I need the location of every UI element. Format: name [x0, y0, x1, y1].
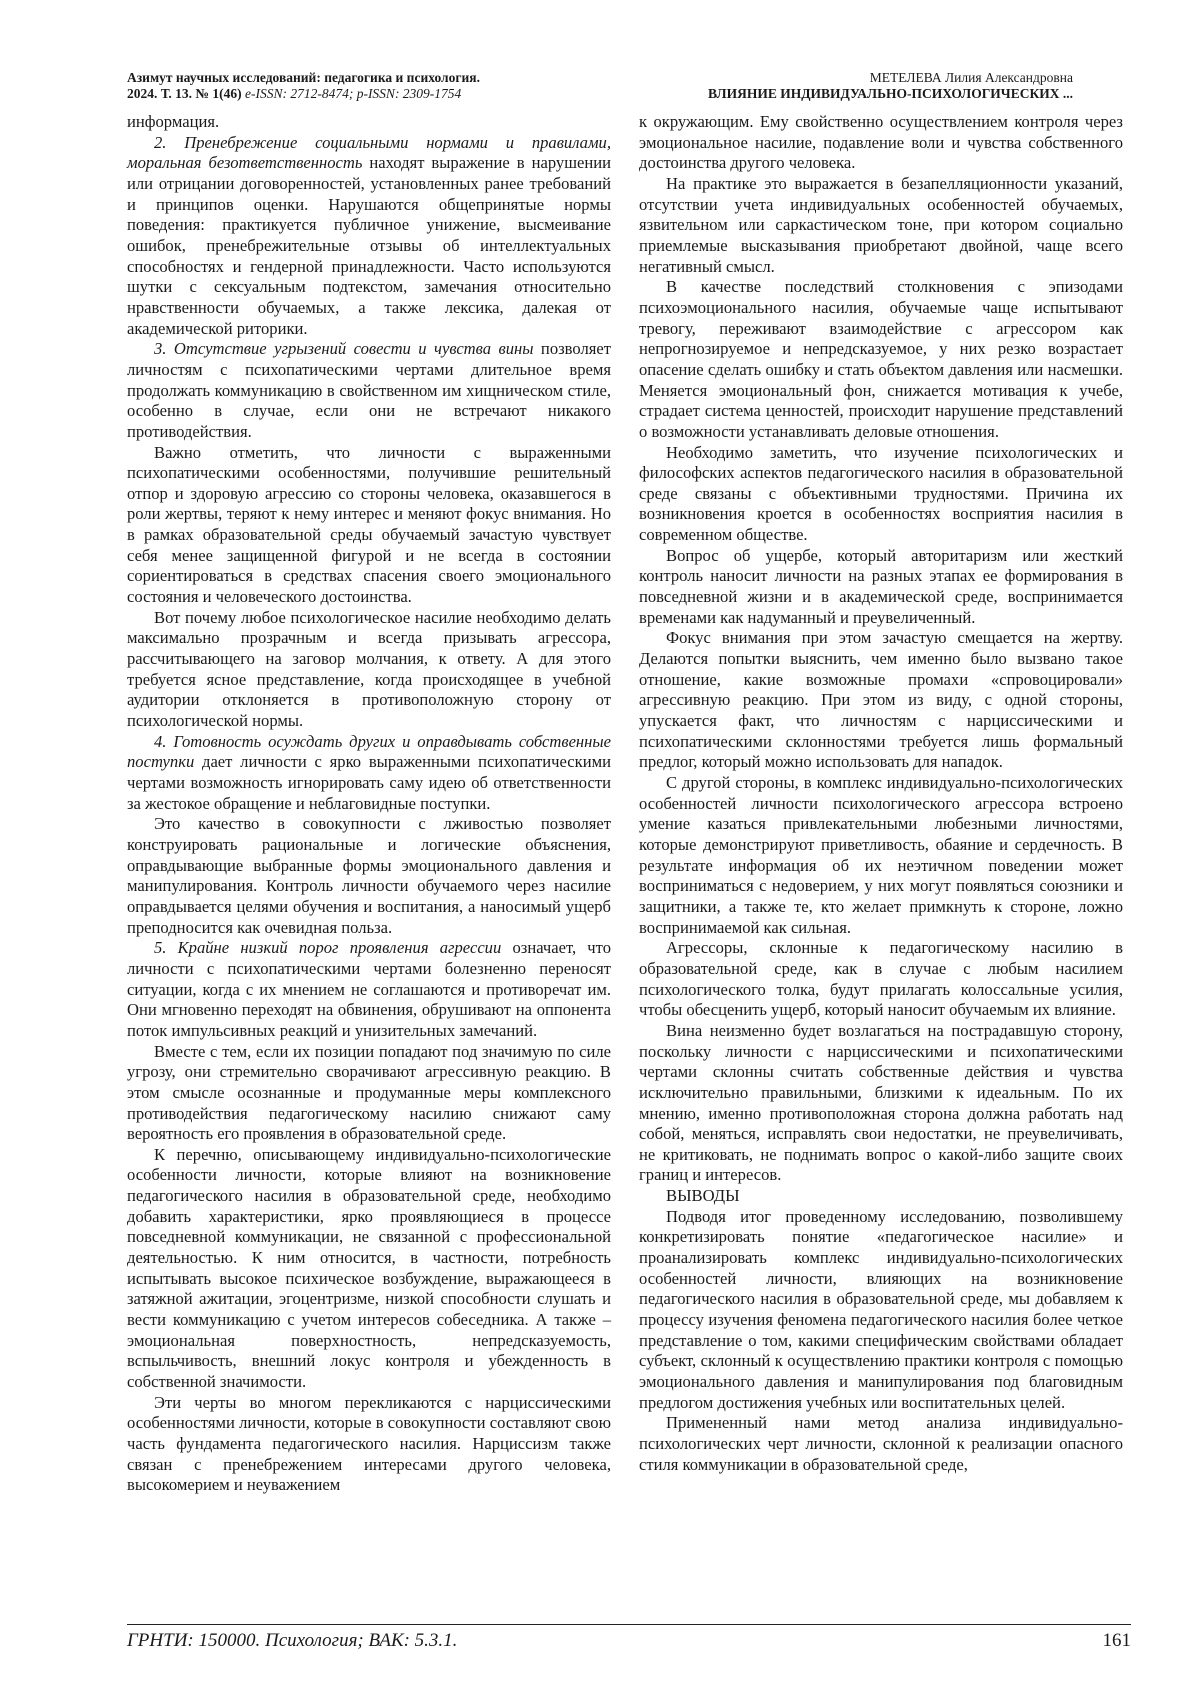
paragraph-text: позволяет личностям с психопатическими чертами длительное время продолжать коммуникацию в свойственном им хищническом стиле, особенно в случае, если они не встречают никакого противодействия. — [127, 339, 611, 441]
list-item-title: 2. Пренебрежение социальными нормами и правилами, моральная безответственность — [127, 132, 611, 173]
paragraph-text: На практике это выражается в безапелляционности указаний, отсутствии учета индивидуальных особенностей обучаемых, язвительном или саркастическом тоне, при котором социально приемлемые высказывания приобретают двойной, чаще всего негативный смысл. — [639, 173, 1123, 276]
paragraph-text: находят выражение в нарушении или отрицании договоренностей, установленных ранее требований и принципов оценки. Нарушаются общепринятые нормы поведения: практикуется публичное унижение, высмеивание ошибок, пренебрежительные отзывы об интеллектуальных способностях и гендерной принадлежности. Часто используются шутки с сексуальным подтекстом, замечания относительно нравственности обучаемых, а также лексика, далекая от академической риторики. — [127, 153, 611, 338]
journal-issue: 2024. Т. 13. № 1(46) — [127, 86, 242, 101]
right-column — [639, 112, 1123, 1475]
paragraph-text: к окружающим. Ему свойственно осуществлением контроля через эмоциональное насилие, подавление воли и чувства собственного достоинства другого человека. — [639, 112, 1123, 173]
paragraph-text: информация. — [127, 112, 220, 131]
paragraph-text: Это качество в совокупности с лживостью позволяет конструировать рациональные и логические объяснения, оправдывающие выбранные формы эмоционального давления и манипулирования. Контроль личности обучаемого через насилие оправдывается целями обучения и воспитания, а наносимый ущерб преподносится как очевидная польза. — [127, 814, 611, 937]
list-item-title: 4. Готовность осуждать других и оправдывать собственные поступки — [127, 731, 611, 772]
paragraph-text: Важно отметить, что личности с выраженными психопатическими особенностями, получившие решительный отпор и здоровую агрессию со стороны человека, оказавшегося в роли жертвы, теряют к нему интерес и меняют фокус внимания. Но в рамках образовательной среды обучаемый зачастую чувствует себя менее защищенной фигурой и не всегда в состоянии сориентироваться в средствах спасения своего эмоционального состояния и человеческого достоинства. — [127, 442, 611, 607]
paragraph — [127, 938, 611, 1041]
paragraph-text: Примененный нами метод анализа индивидуально-психологических черт личности, склонной к реализации опасного стиля коммуникации в образовательной среде, — [639, 1413, 1123, 1474]
paragraph — [639, 628, 1123, 773]
left-column — [127, 112, 611, 1496]
journal-issn: e-ISSN: 2712-8474; p-ISSN: 2309-1754 — [244, 86, 462, 101]
paragraph — [639, 174, 1123, 277]
journal-issue-line — [127, 86, 627, 102]
paragraph — [639, 546, 1123, 629]
paragraph — [639, 1021, 1123, 1186]
paragraph-text: Вина неизменно будет возлагаться на пострадавшую сторону, поскольку личности с нарциссическими и психопатическими чертами склонны считать собственные действия и чувства исключительно правильными, близкими к идеальным. По их мнению, именно противоположная сторона должна работать над собой, меняться, исправлять свои недостатки, не преувеличивать, не критиковать, не поднимать вопрос о какой-либо защите своих границ и интересов. — [639, 1020, 1123, 1185]
paragraph — [127, 814, 611, 938]
footer-classification: ГРНТИ: 150000. Психология; ВАК: 5.3.1. — [127, 1630, 458, 1651]
paragraph — [639, 773, 1123, 938]
paragraph-text: Вместе с тем, если их позиции попадают под значимую по силе угрозу, они стремительно сворачивают агрессивную реакцию. В этом смысле осознанные и продуманные меры комплексного противодействия педагогическому насилию снижают саму вероятность его проявления в образовательной среде. — [127, 1041, 611, 1144]
paragraph — [127, 339, 611, 442]
paragraph-text: означает, что личности с психопатическими чертами болезненно переносят ситуации, когда с их мнением не соглашаются и противоречат им. Они мгновенно переходят на обвинения, обрушивают на оппонента поток импульсивных реакций и унизительных замечаний. — [127, 938, 611, 1040]
page-number: 161 — [1102, 1630, 1131, 1651]
paragraph — [127, 608, 611, 732]
paragraph — [127, 1042, 611, 1145]
paragraph-text: Подводя итог проведенному исследованию, позволившему конкретизировать понятие «педагогическое насилие» и проанализировать комплекс индивидуально-психологических особенностей личности, влияющих на возникновение педагогического насилия в образовательной среде, мы добавляем к процессу изучения феномена педагогического насилия более четкое представление о том, какими специфическим свойствами обладает субъект, склонный к осуществлению практики контроля с помощью эмоционального давления и манипулирования под благовидным предлогом достижения учебных или воспитательных целей. — [639, 1206, 1123, 1412]
paragraph-text: К перечню, описывающему индивидуально-психологические особенности личности, которые влияют на возникновение педагогического насилия в образовательной среде, необходимо добавить характеристики, ярко проявляющиеся в процессе повседневной коммуникации, не связанной с профессиональной деятельностью. К ним относится, в частности, потребность испытывать высокое психическое возбуждение, выражающееся в затяжной ажитации, эгоцентризме, низкой способности слушать и вести коммуникацию с учетом интересов собеседника. А также – эмоциональная поверхностность, непредсказуемость, вспыльчивость, внешний локус контроля и убежденность в собственной значимости. — [127, 1144, 611, 1392]
paragraph-text: Фокус внимания при этом зачастую смещается на жертву. Делаются попытки выяснить, чем именно было вызвано такое отношение, какие возможные промахи «спровоцировали» агрессивную реакцию. При этом из виду, с одной стороны, упускается факт, что личностям с нарциссическими и психопатическими склонностями требуется лишь формальный предлог, который можно использовать для нападок. — [639, 628, 1123, 772]
paragraph-text: Вопрос об ущербе, который авторитаризм или жесткий контроль наносит личности на разных этапах ее формирования в повседневной жизни и в академической среде, воспринимается временами как надуманный и преувеличенный. — [639, 545, 1123, 627]
paragraph — [639, 112, 1123, 174]
paragraph — [127, 1393, 611, 1496]
article-title: ВЛИЯНИЕ ИНДИВИДУАЛЬНО-ПСИХОЛОГИЧЕСКИХ ... — [708, 86, 1073, 101]
paragraph-text: Вот почему любое психологическое насилие необходимо делать максимально прозрачным и всегда призывать агрессора, рассчитывающего на заговор молчания, к ответу. А для этого требуется ясное представление, когда происходящее в учебной аудитории отклоняется в противоположную сторону от психологической нормы. — [127, 607, 611, 731]
paragraph-text: Необходимо заметить, что изучение психологических и философских аспектов педагогического насилия в образовательной среде связаны с объективными трудностями. Причина их возникновения кроется в особенностях восприятия насилия в современном обществе. — [639, 442, 1123, 545]
list-item-title: 5. Крайне низкий порог проявления агрессии — [154, 938, 502, 958]
author-name: МЕТЕЛЕВА Лилия Александровна — [869, 70, 1073, 85]
paragraph — [639, 1413, 1123, 1475]
paragraph-text: Агрессоры, склонные к педагогическому насилию в образовательной среде, как в случае с любым насилием психологического толка, будут прилагать колоссальные усилия, чтобы обесценить ущерб, который наносит обучаемым их влияние. — [639, 938, 1123, 1020]
paragraph — [127, 732, 611, 815]
paragraph — [639, 443, 1123, 546]
paragraph-text: В качестве последствий столкновения с эпизодами психоэмоционального насилия, обучаемые чаще испытывают тревогу, переживают взаимодействие с агрессором как непрогнозируемое и непредсказуемое, у них резко возрастает опасение сделать ошибку и стать объектом давления или насмешки. Меняется эмоциональный фон, снижается мотивация к учебе, страдает система ценностей, происходит нарушение представлений о возможности устанавливать деловые отношения. — [639, 277, 1123, 441]
paragraph — [127, 112, 611, 133]
paragraph — [127, 1145, 611, 1393]
list-item-title: 3. Отсутствие угрызений совести и чувства вины — [154, 339, 534, 359]
section-heading: ВЫВОДЫ — [666, 1186, 740, 1206]
paragraph-text: дает личности с ярко выраженными психопатическими чертами возможность игнорировать саму идею об ответственности за жестокое обращение и неблаговидные поступки. — [127, 752, 611, 813]
paragraph — [639, 938, 1123, 1021]
paragraph-text: Эти черты во многом перекликаются с нарциссическими особенностями личности, которые в совокупности составляют свою часть фундамента педагогического насилия. Нарциссизм также связан с пренебрежением интересами другого человека, высокомерием и неуважением — [127, 1392, 611, 1495]
journal-name: Азимут научных исследований: педагогика и психология. — [127, 70, 480, 85]
paragraph — [127, 443, 611, 608]
article-header — [593, 70, 1073, 102]
paragraph — [127, 133, 611, 340]
journal-header — [127, 70, 627, 102]
footer-divider — [127, 1624, 1131, 1625]
paragraph — [639, 1207, 1123, 1414]
paragraph — [639, 277, 1123, 442]
paragraph-text: С другой стороны, в комплекс индивидуально-психологических особенностей личности психологического агрессора встроено умение казаться привлекательными любезными личностями, которые демонстрируют приветливость, обаяние и сердечность. В результате информация об их неэтичном поведении может восприниматься с недоверием, у них могут появляться союзники и защитники, а также те, кто желает примкнуть к стороне, ложно воспринимаемой как сильная. — [639, 773, 1123, 937]
